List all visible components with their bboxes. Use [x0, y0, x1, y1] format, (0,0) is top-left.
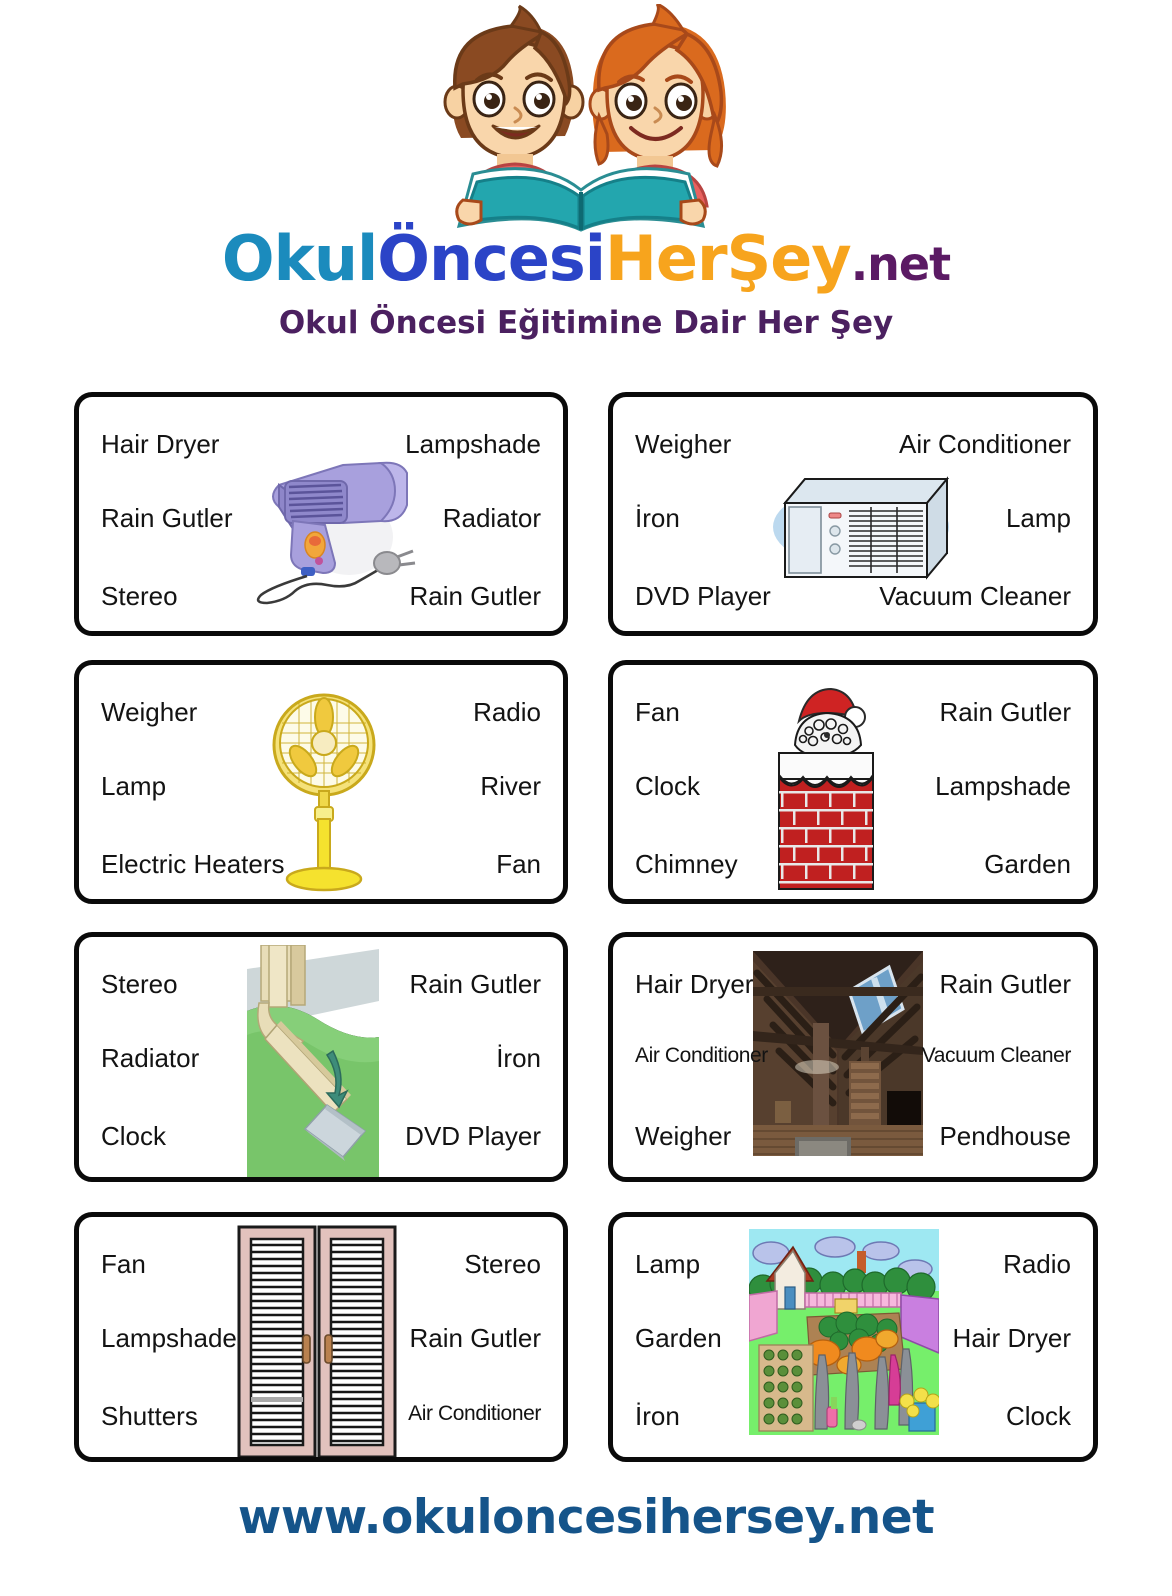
worksheet-card[interactable] — [74, 660, 568, 904]
two-children-reading-book-icon — [415, 4, 745, 232]
worksheet-card[interactable] — [608, 392, 1098, 636]
word-option[interactable]: Fan — [101, 1249, 146, 1279]
word-option[interactable]: Vacuum Cleaner — [921, 1044, 1071, 1067]
word-option[interactable]: Lamp — [101, 771, 167, 801]
word-option[interactable]: Radio — [473, 697, 541, 727]
word-option[interactable]: Weigher — [101, 697, 198, 727]
site-logo-text — [0, 222, 1172, 295]
word-option[interactable]: Stereo — [101, 581, 178, 611]
chimney-image — [761, 679, 891, 897]
word-option[interactable]: İron — [635, 1401, 680, 1431]
word-option[interactable]: Air Conditioner — [899, 429, 1071, 459]
word-option[interactable]: Rain Gutler — [409, 581, 541, 611]
word-option[interactable]: Stereo — [101, 969, 178, 999]
word-option[interactable]: Garden — [984, 849, 1071, 879]
attic-penthouse-image — [753, 951, 923, 1156]
site-header — [0, 0, 1172, 360]
word-option[interactable]: Lampshade — [935, 771, 1071, 801]
word-option[interactable]: Radiator — [101, 1043, 200, 1073]
word-option[interactable]: River — [480, 771, 541, 801]
word-option[interactable]: DVD Player — [405, 1121, 541, 1151]
word-option[interactable]: Vacuum Cleaner — [879, 581, 1071, 611]
word-option[interactable]: Rain Gutler — [409, 969, 541, 999]
word-option[interactable]: Hair Dryer — [952, 1323, 1071, 1353]
word-option[interactable]: Air Conditioner — [408, 1402, 541, 1425]
word-option[interactable]: Chimney — [635, 849, 738, 879]
word-option[interactable]: Rain Gutler — [409, 1323, 541, 1353]
word-option[interactable]: Stereo — [464, 1249, 541, 1279]
word-option[interactable]: Air Conditioner — [635, 1044, 768, 1067]
worksheet-card[interactable] — [608, 1212, 1098, 1462]
word-option[interactable]: Pendhouse — [939, 1121, 1071, 1151]
word-option[interactable]: Garden — [635, 1323, 722, 1353]
word-option[interactable]: Clock — [635, 771, 701, 801]
word-option[interactable]: İron — [496, 1043, 541, 1073]
air-conditioner-image — [761, 445, 961, 597]
word-option[interactable]: DVD Player — [635, 581, 771, 611]
logo-okul: Okul — [221, 222, 378, 295]
word-option[interactable]: Rain Gutler — [939, 697, 1071, 727]
word-option[interactable]: Weigher — [635, 429, 732, 459]
word-option[interactable]: İron — [635, 503, 680, 533]
word-option[interactable]: Weigher — [635, 1121, 732, 1151]
word-option[interactable]: Clock — [101, 1121, 167, 1151]
word-option[interactable]: Fan — [635, 697, 680, 727]
word-option[interactable]: Radiator — [442, 503, 541, 533]
logo-sey: Şey — [726, 222, 851, 295]
word-option[interactable]: Lampshade — [405, 429, 541, 459]
hair-dryer-image — [231, 445, 431, 605]
worksheet-card[interactable] — [608, 932, 1098, 1182]
garden-image — [749, 1229, 939, 1435]
word-option[interactable]: Lampshade — [101, 1323, 237, 1353]
word-option[interactable]: Electric Heaters — [101, 849, 285, 879]
word-option[interactable]: Fan — [496, 849, 541, 879]
word-option[interactable]: Clock — [1005, 1401, 1071, 1431]
word-option[interactable]: Hair Dryer — [101, 429, 220, 459]
worksheet-card[interactable] — [74, 1212, 568, 1462]
logo-oncesi: Öncesi — [377, 222, 606, 295]
worksheet-card[interactable] — [608, 660, 1098, 904]
footer-url[interactable]: www.okuloncesihersey.net — [237, 1490, 935, 1545]
logo-her: Her — [605, 222, 727, 295]
word-option[interactable]: Hair Dryer — [635, 969, 754, 999]
rain-gutter-downspout-image — [247, 945, 379, 1177]
word-option[interactable]: Lamp — [635, 1249, 701, 1279]
logo-net: .net — [850, 237, 951, 291]
worksheet-card[interactable] — [74, 392, 568, 636]
shutters-image — [237, 1225, 397, 1459]
pedestal-fan-image — [269, 687, 379, 892]
word-option[interactable]: Shutters — [101, 1401, 198, 1431]
site-tagline: Okul Öncesi Eğitimine Dair Her Şey — [278, 305, 894, 341]
word-option[interactable]: Radio — [1003, 1249, 1071, 1279]
word-option[interactable]: Rain Gutler — [939, 969, 1071, 999]
word-option[interactable]: Rain Gutler — [101, 503, 233, 533]
word-option[interactable]: Lamp — [1005, 503, 1071, 533]
worksheet-card[interactable] — [74, 932, 568, 1182]
